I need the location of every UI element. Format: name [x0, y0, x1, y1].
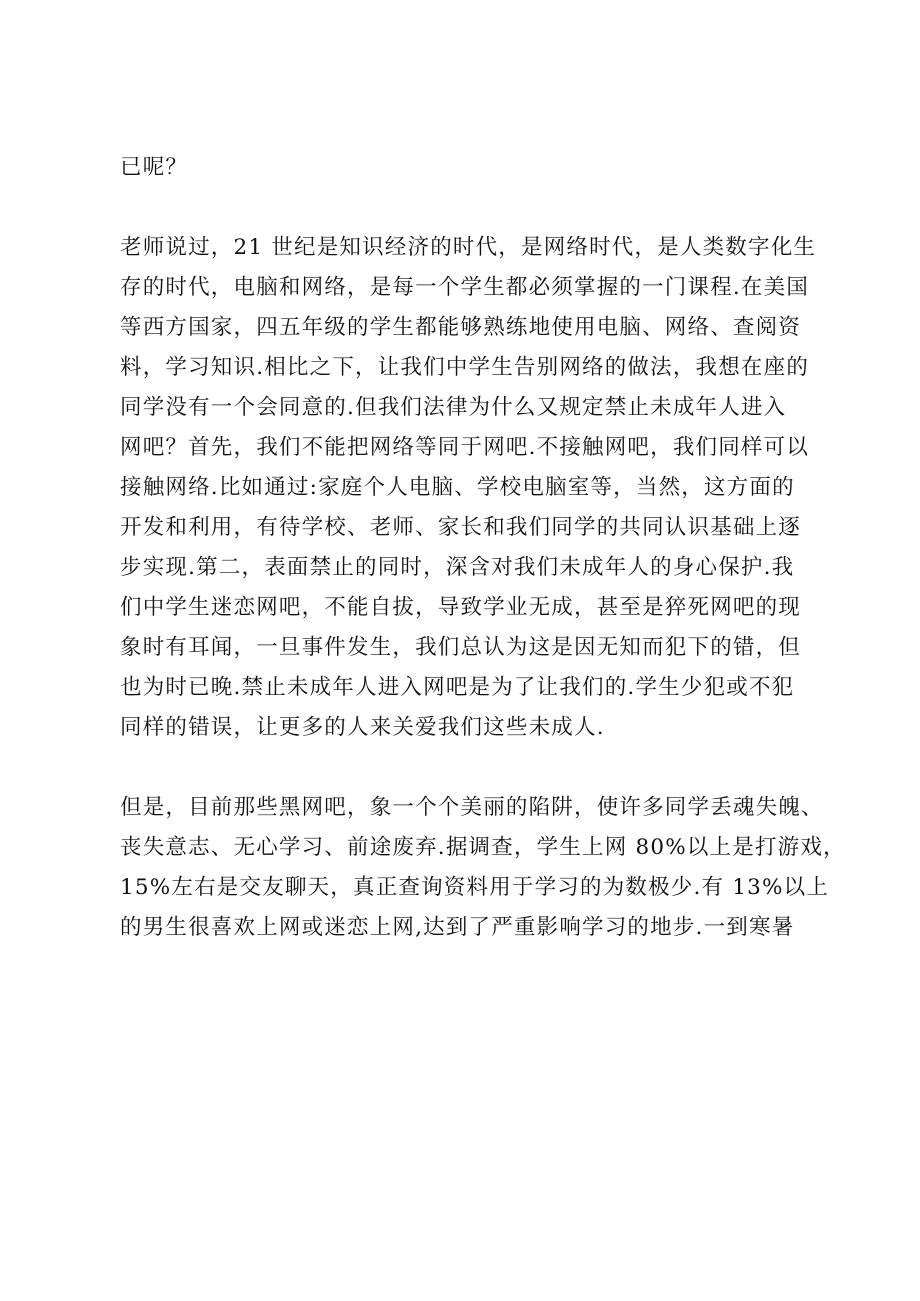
text-line: 同学没有一个会同意的.但我们法律为什么又规定禁止未成年人进入 — [120, 395, 787, 420]
text-line: 网吧？首先，我们不能把网络等同于网吧.不接触网吧，我们同样可以 — [120, 435, 810, 460]
text-line: 15%左右是交友聊天，真正查询资料用于学习的为数极少.有 13%以上 — [120, 875, 830, 900]
text-line: 也为时已晚.禁止未成年人进入网吧是为了让我们的.学生少犯或不犯 — [120, 675, 795, 700]
text-line: 步实现.第二，表面禁止的同时，深含对我们未成年人的身心保护.我 — [120, 555, 795, 580]
text-line: 象时有耳闻，一旦事件发生，我们总认为这是因无知而犯下的错，但 — [120, 635, 802, 660]
text-line: 存的时代，电脑和网络，是每一个学生都必须掌握的一门课程.在美国 — [120, 275, 810, 300]
text-line: 已呢？ — [120, 155, 189, 180]
text-line: 同样的错误，让更多的人来关爱我们这些未成人. — [120, 715, 605, 740]
paragraph-3 — [120, 788, 846, 948]
text-line: 的男生很喜欢上网或迷恋上网,达到了严重影响学习的地步.一到寒暑 — [120, 915, 795, 940]
text-line: 老师说过，21 世纪是知识经济的时代，是网络时代，是人类数字化生 — [120, 235, 817, 260]
text-line: 开发和利用，有待学校、老师、家长和我们同学的共同认识基础上逐 — [120, 515, 802, 540]
text-line: 但是，目前那些黑网吧，象一个个美丽的陷阱，使许多同学丢魂失魄、 — [120, 795, 824, 820]
paragraph-2 — [120, 228, 825, 748]
text-line: 们中学生迷恋网吧，不能自拔，导致学业无成，甚至是猝死网吧的现 — [120, 595, 802, 620]
text-line: 丧失意志、无心学习、前途废弃.据调查，学生上网 80%以上是打游戏， — [120, 835, 846, 860]
text-line: 接触网络.比如通过:家庭个人电脑、学校电脑室等，当然，这方面的 — [120, 475, 795, 500]
paragraph-1 — [120, 148, 825, 188]
document-body — [120, 148, 846, 948]
text-line: 料，学习知识.相比之下，让我们中学生告别网络的做法，我想在座的 — [120, 355, 810, 380]
text-line: 等西方国家，四五年级的学生都能够熟练地使用电脑、网络、查阅资 — [120, 315, 802, 340]
